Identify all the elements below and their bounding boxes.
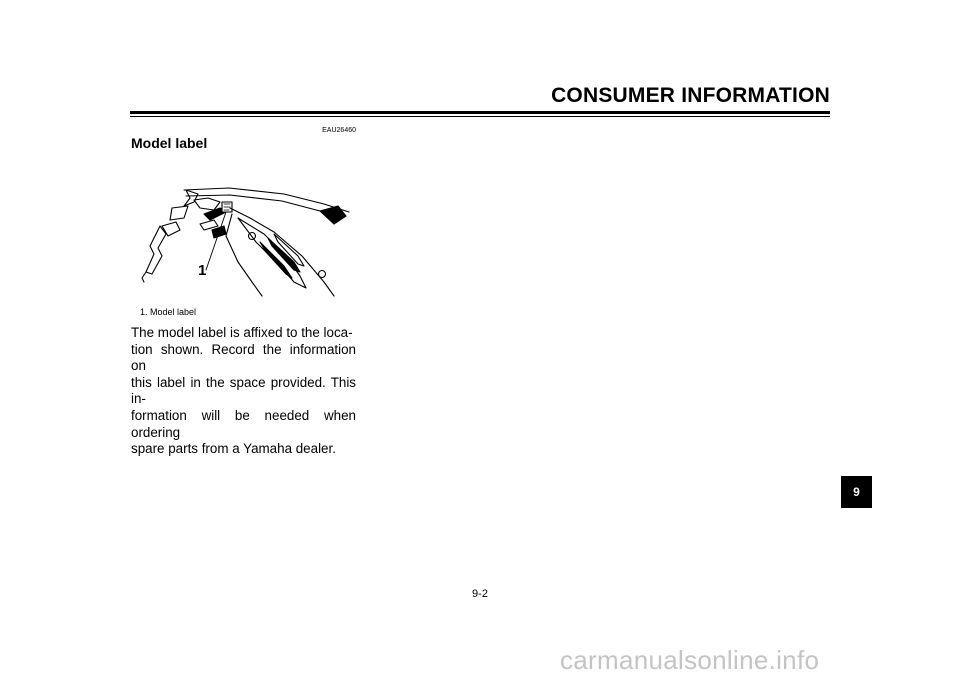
body-paragraph <box>131 325 356 458</box>
body-line: spare parts from a Yamaha dealer. <box>131 441 336 457</box>
chapter-tab: 9 <box>841 476 872 508</box>
body-line: this label in the space provided. This in- <box>131 374 356 407</box>
section-code: EAU26460 <box>322 127 356 134</box>
model-label-illustration <box>134 178 356 300</box>
body-line: tion shown. Record the information on <box>131 341 356 374</box>
page-number: 9-2 <box>472 588 488 600</box>
body-line: The model label is affixed to the loca- <box>131 325 353 340</box>
header-rule-thin <box>130 116 830 117</box>
header-rule-thick <box>130 111 830 114</box>
watermark-text: carmanualsonline.info <box>560 645 820 675</box>
figure-caption: 1. Model label <box>140 307 197 317</box>
section-heading: Model label <box>131 135 208 151</box>
figure-callout-number: 1 <box>198 262 207 279</box>
page-header-title: CONSUMER INFORMATION <box>551 84 830 107</box>
body-line: formation will be needed when ordering <box>131 407 356 440</box>
